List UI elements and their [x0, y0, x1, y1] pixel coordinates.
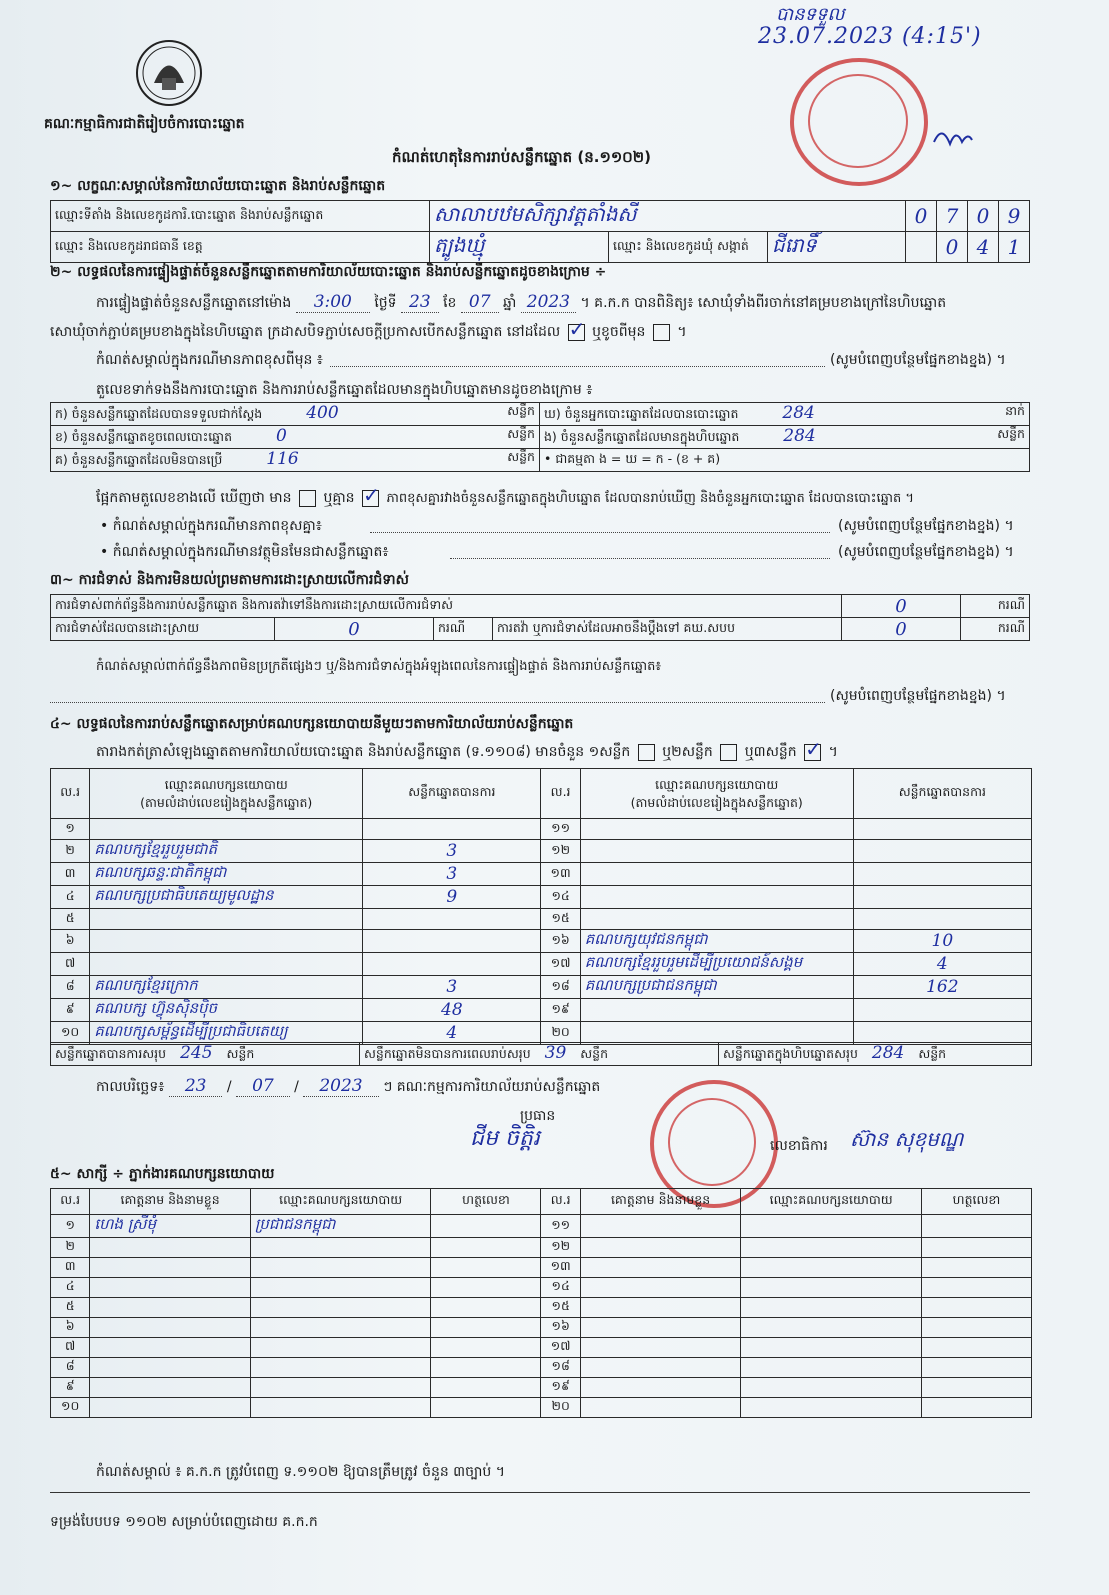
agent-row [51, 1298, 1032, 1318]
result-row [51, 976, 1032, 999]
verify-day: 23 [401, 292, 439, 313]
col-sign-header: ហត្ថលេខា [921, 1189, 1031, 1215]
verify-year-label: ឆ្នាំ [502, 295, 517, 311]
agent-party [250, 1338, 431, 1358]
row-number: ១៥ [541, 1298, 580, 1318]
agent-signature [921, 1398, 1031, 1418]
row-number: ៧ [51, 1338, 90, 1358]
verification-line2: សោឃុំចាក់ភ្ជាប់គម្របខាងក្នុងនៃហិបឆ្នោត ក្រដាសបិទភ្ជាប់សេចក្តីប្រកាសបើកសន្លឹកឆ្នោត នៅដដែល ✓ ឬខូចពីមុន ។ [50, 322, 687, 343]
resolved-value: 0 [275, 618, 434, 641]
verify-day-label: ថ្ងៃទី [374, 295, 397, 311]
province-label: ឈ្មោះ និងលេខកូដរាជធានី ខេត្ត [51, 232, 430, 263]
received-stamp-text: បានទទួល [776, 4, 845, 25]
party-name: គណបក្សសម្ព័ន្ធដើម្បីប្រជាធិបតេយ្យ [90, 1022, 363, 1045]
agent-name [580, 1278, 740, 1298]
col-party-subtitle: (តាមលំដាប់លេខរៀងក្នុងសន្លឹកឆ្នោត) [630, 794, 803, 810]
party-name: គណបក្សយុវជនកម្ពុជា [580, 930, 853, 953]
agent-row [51, 1215, 1032, 1238]
count-label: ខ) ចំនួនសន្លឹកឆ្នោតខូចពេលបោះឆ្នោត [55, 429, 233, 444]
station-code-digit: 9 [999, 201, 1030, 232]
case-unit: ករណី [961, 595, 1030, 618]
section3-title: ៣~ ការជំទាស់ និងការមិនយល់ព្រមតាមការដោះស្រាយលើការជំទាស់ [50, 572, 409, 588]
appeal-value: 0 [842, 618, 961, 641]
party-votes: 3 [363, 840, 541, 863]
col-party-title: ឈ្មោះគណបក្សនយោបាយ [164, 776, 288, 792]
agent-name [580, 1298, 740, 1318]
fill-back-hint: (សូមបំពេញបន្ថែមផ្នែកខាងខ្នង) ។ [830, 688, 1006, 704]
agent-signature [921, 1358, 1031, 1378]
count-unit: សន្លឹក [507, 426, 535, 441]
agent-signature [921, 1258, 1031, 1278]
agent-signature [431, 1278, 541, 1298]
count-row [51, 403, 1030, 426]
agent-party [741, 1215, 922, 1238]
agent-signature [431, 1358, 541, 1378]
party-votes: 4 [853, 953, 1031, 976]
fill-back-hint: (សូមបំពេញបន្ថែមផ្នែកខាងខ្នង) ។ [838, 544, 1014, 560]
agent-signature [921, 1298, 1031, 1318]
result-row [51, 819, 1032, 840]
tally-sheet-text: តារាងកត់ត្រាសំឡេងឆ្នោតតាមការិយាល័យបោះឆ្នោត និងរាប់សន្លឹកឆ្នោត (ទ.១១០៨) មានចំនួន ១សន្លឹក [96, 744, 631, 760]
party-votes [853, 909, 1031, 930]
date-day: 23 [169, 1076, 223, 1097]
verification-line1 [96, 292, 946, 314]
agent-party [741, 1238, 922, 1258]
agent-name [90, 1258, 250, 1278]
secretary-name: ស៊ាន សុខុមណ្ឌ [850, 1127, 964, 1151]
col-votes-header: សន្លឹកឆ្នោតបានការ [853, 769, 1031, 819]
col-votes-header: សន្លឹកឆ្នោតបានការ [363, 769, 541, 819]
col-party-title: ឈ្មោះគណបក្សនយោបាយ [655, 776, 779, 792]
date-year: 2023 [303, 1076, 378, 1097]
row-number: ២ [51, 1238, 90, 1258]
agent-party [741, 1338, 922, 1358]
party-votes: 3 [363, 976, 541, 999]
party-name [580, 909, 853, 930]
fill-back-hint: (សូមបំពេញបន្ថែមផ្នែកខាងខ្នង) ។ [830, 352, 1006, 368]
party-votes [363, 909, 541, 930]
agent-name [90, 1298, 250, 1318]
col-no-header: ល.រ [51, 1189, 90, 1215]
col-no-header: ល.រ [51, 769, 90, 819]
row-number: ១៧ [541, 1338, 580, 1358]
chair-name: ជីម ចិត្តិរ [470, 1126, 540, 1151]
party-name: គណបក្សខ្មែររួបរួមជាតិ [90, 840, 363, 863]
results-totals-table [50, 1042, 1032, 1066]
footer-rule [50, 1492, 1030, 1493]
official-seal-icon [790, 58, 928, 186]
complaints-table [50, 594, 1030, 641]
dotted-line [50, 702, 825, 703]
bullet-foreign-object-note: • កំណត់សម្គាល់ក្នុងករណីមានវត្ថុមិនមែនជាសន្លឹកឆ្នោត៖ [100, 544, 389, 560]
section2-title: ២~ លទ្ធផលនៃការផ្ទៀងផ្ទាត់ចំនួនសន្លឹកឆ្នោតតាមការិយាល័យបោះឆ្នោត និងរាប់សន្លឹកឆ្នោតដូចខាងក្រោម ÷ [50, 264, 607, 280]
result-row [51, 863, 1032, 886]
party-name: គណបក្សឆន្ទៈជាតិកម្ពុជា [90, 863, 363, 886]
agent-row [51, 1378, 1032, 1398]
seal-broken-checkbox[interactable] [653, 324, 670, 341]
count-value: 0 [276, 426, 287, 446]
count-row [51, 449, 1030, 472]
province-value: ត្បូងឃ្មុំ [434, 233, 485, 257]
row-number: ៦ [51, 930, 90, 953]
case-unit: ករណី [434, 618, 493, 641]
agent-name [90, 1398, 250, 1418]
agent-signature [921, 1278, 1031, 1298]
count-unit: សន្លឹក [507, 449, 535, 464]
count-label: ក) ចំនួនសន្លឹកឆ្នោតដែលបានទទួលជាក់ស្តែង [55, 406, 263, 421]
complaints-value: 0 [842, 595, 961, 618]
form-footer: ទម្រង់បែបបទ ១១០២ សម្រាប់បំពេញដោយ គ.ក.ក [50, 1514, 318, 1530]
seal-intact-text: សោឃុំចាក់ភ្ជាប់គម្របខាងក្នុងនៃហិបឆ្នោត ក្រដាសបិទភ្ជាប់សេចក្តីប្រកាសបើកសន្លឹកឆ្នោត នៅដដែល [50, 324, 561, 340]
row-number: ១ [51, 819, 90, 840]
agent-party [250, 1358, 431, 1378]
party-votes [853, 999, 1031, 1022]
count-label: ឃ) ចំនួនអ្នកបោះឆ្នោតដែលបានបោះឆ្នោត [544, 406, 739, 421]
station-value: សាលាបឋមសិក្សាវត្តតាំងសី [434, 202, 637, 226]
row-number: ៥ [51, 1298, 90, 1318]
result-row [51, 999, 1032, 1022]
party-name: គណបក្សប្រជាធិបតេយ្យមូលដ្ឋាន [90, 886, 363, 909]
col-sign-header: ហត្ថលេខា [431, 1189, 541, 1215]
row-number: ១១ [541, 1215, 580, 1238]
station-label: ឈ្មោះទីតាំង និងលេខកូដការិ.បោះឆ្នោត និងរាប់សន្លឹកឆ្នោត [51, 201, 430, 232]
party-votes [853, 819, 1031, 840]
row-number: ២០ [541, 1022, 580, 1045]
section5-title: ៥~ សាក្សី ÷ ភ្នាក់ងារគណបក្សនយោបាយ [50, 1166, 275, 1182]
agent-signature [431, 1338, 541, 1358]
row-number: ១៤ [541, 1278, 580, 1298]
station-identity-table [50, 200, 1030, 263]
commune-code-digit: 1 [999, 232, 1030, 263]
verify-month: 07 [461, 292, 499, 313]
commune-code-digit: 4 [968, 232, 999, 263]
row-number: ១០ [51, 1398, 90, 1418]
agent-row [51, 1318, 1032, 1338]
party-name [90, 953, 363, 976]
col-party-header: ឈ្មោះគណបក្សនយោបាយ [741, 1189, 922, 1215]
complaints-label: ការជំទាស់ពាក់ព័ន្ធនឹងការរាប់សន្លឹកឆ្នោត និងការតវ៉ាទៅនឹងការដោះស្រាយលើការជំទាស់ [51, 595, 842, 618]
agent-party [741, 1278, 922, 1298]
party-votes: 9 [363, 886, 541, 909]
initial-signature-icon [932, 122, 974, 152]
two-sheets-label: ឬ២សន្លឹក [662, 744, 713, 760]
row-number: ១៣ [541, 863, 580, 886]
dotted-line [450, 558, 830, 559]
row-number: ១៩ [541, 999, 580, 1022]
row-number: ១៨ [541, 1358, 580, 1378]
row-number: ១២ [541, 1238, 580, 1258]
bullet-difference-note: • កំណត់សម្គាល់ក្នុងករណីមានភាពខុសគ្នា៖ [100, 518, 322, 534]
agent-party [741, 1258, 922, 1278]
result-row [51, 840, 1032, 863]
agent-signature [921, 1238, 1031, 1258]
agent-signature [431, 1298, 541, 1318]
col-party-header: ឈ្មោះគណបក្សនយោបាយ [250, 1189, 431, 1215]
difference-note-label: កំណត់សម្គាល់ក្នុងករណីមានភាពខុសពីមុន ៖ [96, 352, 323, 368]
party-votes [363, 930, 541, 953]
agent-name [90, 1318, 250, 1338]
party-votes: 162 [853, 976, 1031, 999]
seal-intact-checkbox[interactable] [568, 324, 585, 341]
agent-name [580, 1338, 740, 1358]
party-name [90, 819, 363, 840]
agent-signature [921, 1215, 1031, 1238]
case-unit: ករណី [961, 618, 1030, 641]
row-number: ៩ [51, 1378, 90, 1398]
col-name-header: គោត្តនាម និងនាមខ្លួន [90, 1189, 250, 1215]
formula-note: • ជាគម្មតា ង = ឃ = ក - (ខ + គ) [544, 450, 721, 466]
agent-name [580, 1318, 740, 1338]
party-name [90, 909, 363, 930]
result-date-line: កាលបរិច្ឆេទ៖ 23 / 07 / 2023 ៗ គណៈកម្មការការិយាល័យរាប់សន្លឹកឆ្នោត [96, 1076, 601, 1096]
agent-party [741, 1398, 922, 1418]
row-number: ៥ [51, 909, 90, 930]
ballot-count-table [50, 402, 1030, 472]
row-number: ៨ [51, 976, 90, 999]
count-value: 400 [306, 403, 339, 423]
row-number: ១២ [541, 840, 580, 863]
row-number: ១៩ [541, 1378, 580, 1398]
agent-party [250, 1378, 431, 1398]
result-row [51, 953, 1032, 976]
three-sheets-checkbox[interactable] [804, 744, 821, 761]
station-code-digit: 0 [968, 201, 999, 232]
three-sheets-label: ឬ៣សន្លឹក [744, 744, 797, 760]
agent-signature [431, 1378, 541, 1398]
agent-row [51, 1338, 1032, 1358]
count-unit: សន្លឹក [507, 403, 535, 418]
row-number: ៧ [51, 953, 90, 976]
count-row [51, 426, 1030, 449]
agent-party [741, 1298, 922, 1318]
two-sheets-checkbox[interactable] [720, 744, 737, 761]
agent-party [741, 1318, 922, 1338]
count-value: 116 [266, 449, 299, 469]
agent-row [51, 1258, 1032, 1278]
row-number: ១៨ [541, 976, 580, 999]
seal-broken-label: ឬខូចពីមុន [592, 324, 646, 340]
party-name: គណបក្សខ្មែររួបរួមដើម្បីប្រយោជន៍សង្គម [580, 953, 853, 976]
col-no-header: ល.រ [541, 1189, 580, 1215]
agent-name [580, 1358, 740, 1378]
agent-party [250, 1398, 431, 1418]
row-number: ១១ [541, 819, 580, 840]
difference-yes-checkbox[interactable] [299, 490, 316, 507]
col-party-subtitle: (តាមលំដាប់លេខរៀងក្នុងសន្លឹកឆ្នោត) [140, 794, 313, 810]
verify-month-label: ខែ [443, 295, 457, 311]
numbers-intro: តួលេខទាក់ទងនឹងការបោះឆ្នោត និងការរាប់សន្លឹកឆ្នោតដែលមានក្នុងហិបឆ្នោតមានដូចខាងក្រោម ៖ [96, 382, 593, 398]
party-votes: 48 [363, 999, 541, 1022]
chair-label: ប្រធាន [520, 1108, 556, 1124]
agent-name [580, 1258, 740, 1278]
row-number: ១៧ [541, 953, 580, 976]
agent-name [90, 1238, 250, 1258]
row-number: ៣ [51, 1258, 90, 1278]
agent-name [580, 1378, 740, 1398]
count-label: គ) ចំនួនសន្លឹកឆ្នោតដែលមិនបានប្រើ [55, 452, 223, 467]
sheet-unit: សន្លឹក [226, 1046, 255, 1061]
total-valid-value: 245 [180, 1043, 213, 1063]
agent-name [580, 1398, 740, 1418]
fill-back-hint: (សូមបំពេញបន្ថែមផ្នែកខាងខ្នង) ។ [838, 518, 1014, 534]
agent-party: ប្រជាជនកម្ពុជា [250, 1215, 431, 1238]
section1-title: ១~ លក្ខណៈសម្គាល់នៃការិយាល័យបោះឆ្នោត និងរាប់សន្លឹកឆ្នោត [50, 178, 386, 194]
party-name: គណបក្សខ្មែរក្រោក [90, 976, 363, 999]
commune-label: ឈ្មោះ និងលេខកូដឃុំ សង្កាត់ [609, 232, 768, 263]
tally-sheet-line: តារាងកត់ត្រាសំឡេងឆ្នោតតាមការិយាល័យបោះឆ្នោត និងរាប់សន្លឹកឆ្នោត (ទ.១១០៨) មានចំនួន ១សន្លឹក ឬ២សន្លឹក ឬ៣សន្លឹក ✓ ។ [96, 742, 838, 763]
dotted-line [330, 366, 825, 367]
agent-signature [431, 1258, 541, 1278]
nec-emblem-icon [134, 38, 204, 108]
difference-no-label: ឬគ្មាន [323, 490, 355, 506]
agent-signature [431, 1238, 541, 1258]
row-number: ៤ [51, 886, 90, 909]
party-name [580, 840, 853, 863]
difference-line [96, 488, 914, 509]
col-party-header [580, 769, 853, 819]
agent-name [580, 1215, 740, 1238]
agent-name [90, 1358, 250, 1378]
row-number: ១ [51, 1215, 90, 1238]
received-date: 23.07.2023 (4:15') [758, 24, 982, 49]
sheet-unit: សន្លឹក [580, 1046, 609, 1061]
party-name: គណបក្ស ហ៊្វុនស៊ិនប៉ិច [90, 999, 363, 1022]
party-results-table [50, 768, 1032, 1045]
party-votes [853, 886, 1031, 909]
row-number: ៩ [51, 999, 90, 1022]
col-name-header: គោត្តនាម និងនាមខ្លួន [580, 1189, 740, 1215]
station-code-digit: 0 [906, 201, 937, 232]
row-number: ១៦ [541, 1318, 580, 1338]
date-month: 07 [236, 1076, 290, 1097]
col-party-header [90, 769, 363, 819]
agent-party [250, 1318, 431, 1338]
result-row [51, 909, 1032, 930]
party-votes [853, 863, 1031, 886]
row-number: ២០ [541, 1398, 580, 1418]
total-invalid-label: សន្លឹកឆ្នោតមិនបានការពេលរាប់សរុប [364, 1046, 531, 1061]
agent-row [51, 1358, 1032, 1378]
row-number: ៨ [51, 1358, 90, 1378]
party-name [580, 863, 853, 886]
agent-name [90, 1378, 250, 1398]
count-value: 284 [782, 403, 815, 423]
agent-name [90, 1278, 250, 1298]
party-votes: 3 [363, 863, 541, 886]
agent-party [741, 1378, 922, 1398]
difference-text: ភាពខុសគ្នារវាងចំនួនសន្លឹកឆ្នោតក្នុងហិបឆ្នោត ដែលបានរាប់ឃើញ និងចំនួនអ្នកបោះឆ្នោត ដែលបានបោះឆ្នោត ។ [386, 491, 914, 506]
party-votes [363, 819, 541, 840]
result-row [51, 930, 1032, 953]
verify-year: 2023 [521, 292, 576, 313]
agent-row [51, 1278, 1032, 1298]
form-title: កំណត់ហេតុនៃការរាប់សន្លឹកឆ្នោត (ន.១១០២) [392, 148, 652, 166]
row-number: ១៤ [541, 886, 580, 909]
difference-no-checkbox[interactable] [362, 490, 379, 507]
row-number: ៤ [51, 1278, 90, 1298]
agent-signature [921, 1338, 1031, 1358]
agent-party [741, 1358, 922, 1378]
row-number: ២ [51, 840, 90, 863]
commune-value: ជីរោទិ៍ [772, 233, 817, 257]
row-number: ៣ [51, 863, 90, 886]
agent-signature [431, 1215, 541, 1238]
count-label: ង) ចំនួនសន្លឹកឆ្នោតដែលមានក្នុងហិបឆ្នោត [544, 429, 740, 444]
committee-signature-label: ៗ គណៈកម្មការការិយាល័យរាប់សន្លឹកឆ្នោត [383, 1079, 601, 1095]
agent-row [51, 1398, 1032, 1418]
agent-name [580, 1238, 740, 1258]
dotted-line [370, 532, 830, 533]
count-value: 284 [783, 426, 816, 446]
agent-name: ហេង ស្រីមុំ [90, 1215, 250, 1238]
difference-yes-label: ផ្អែកតាមតួលេខខាងលើ ឃើញថា មាន [96, 490, 292, 506]
party-name [580, 819, 853, 840]
agent-name [90, 1338, 250, 1358]
row-number: ១៣ [541, 1258, 580, 1278]
section4-title: ៤~ លទ្ធផលនៃការរាប់សន្លឹកឆ្នោតសម្រាប់គណបក្សនយោបាយនីមួយៗតាមការិយាល័យរាប់សន្លឹកឆ្នោត [50, 716, 574, 732]
row-number: ១៦ [541, 930, 580, 953]
party-name [90, 930, 363, 953]
total-invalid-value: 39 [544, 1043, 567, 1063]
irregularities-note: កំណត់សម្គាល់ពាក់ព័ន្ធនឹងភាពមិនប្រក្រតីផ្សេងៗ ឬ/និងការជំទាស់ក្នុងអំឡុងពេលនៃការផ្ទៀងផ្ទាត់ និងការរាប់សន្លឹកឆ្នោត៖ [96, 659, 662, 674]
party-votes: 4 [363, 1022, 541, 1045]
commune-code-digit: 0 [937, 232, 968, 263]
appeal-label: ការតវ៉ា ឬការជំទាស់ដែលអាចនឹងប្តឹងទៅ គឃ.សបប [493, 618, 842, 641]
party-agents-table [50, 1188, 1032, 1418]
agent-party [250, 1298, 431, 1318]
party-name [580, 886, 853, 909]
party-name: គណបក្សប្រជាជនកម្ពុជា [580, 976, 853, 999]
result-row [51, 886, 1032, 909]
col-no-header: ល.រ [541, 769, 580, 819]
agent-signature [431, 1398, 541, 1418]
station-code-digit: 7 [937, 201, 968, 232]
total-box-value: 284 [871, 1043, 905, 1063]
one-sheet-checkbox[interactable] [638, 744, 655, 761]
total-valid-label: សន្លឹកឆ្នោតបានការសរុប [55, 1046, 167, 1061]
agent-party [250, 1238, 431, 1258]
party-votes [363, 953, 541, 976]
committee-name: គណៈកម្មាធិការជាតិរៀបចំការបោះឆ្នោត [44, 116, 245, 132]
agent-row [51, 1238, 1032, 1258]
agent-party [250, 1278, 431, 1298]
resolved-label: ការជំទាស់ដែលបានដោះស្រាយ [51, 618, 275, 641]
total-box-label: សន្លឹកឆ្នោតក្នុងហិបឆ្នោតសរុប [723, 1046, 858, 1061]
party-name [580, 999, 853, 1022]
agent-signature [921, 1378, 1031, 1398]
agent-party [250, 1258, 431, 1278]
sheet-unit: សន្លឹក [918, 1046, 947, 1061]
row-number: ៦ [51, 1318, 90, 1338]
party-votes: 10 [853, 930, 1031, 953]
verify-line1-tail: ។ គ.ក.ក បានពិនិត្យ៖ សោឃុំទាំងពីរចាក់នៅគម្របខាងក្រៅនៃហិបឆ្នោត [580, 295, 947, 311]
footnote: កំណត់សម្គាល់ ៖ គ.ក.ក ត្រូវបំពេញ ទ.១១០២ ឱ្យបានត្រឹមត្រូវ ចំនួន ៣ច្បាប់ ។ [96, 1464, 506, 1480]
row-number: ១៥ [541, 909, 580, 930]
count-unit: នាក់ [1005, 403, 1025, 418]
agent-signature [921, 1318, 1031, 1338]
secretary-label: លេខាធិការ [770, 1138, 828, 1154]
verify-time-label: ការផ្ទៀងផ្ទាត់ចំនួនសន្លឹកឆ្នោតនៅម៉ោង [96, 295, 292, 311]
verify-time: 3:00 [296, 292, 370, 313]
row-number: ១០ [51, 1022, 90, 1045]
date-label: កាលបរិច្ឆេទ៖ [96, 1079, 165, 1095]
party-votes [853, 840, 1031, 863]
count-unit: សន្លឹក [997, 426, 1025, 441]
agent-signature [431, 1318, 541, 1338]
